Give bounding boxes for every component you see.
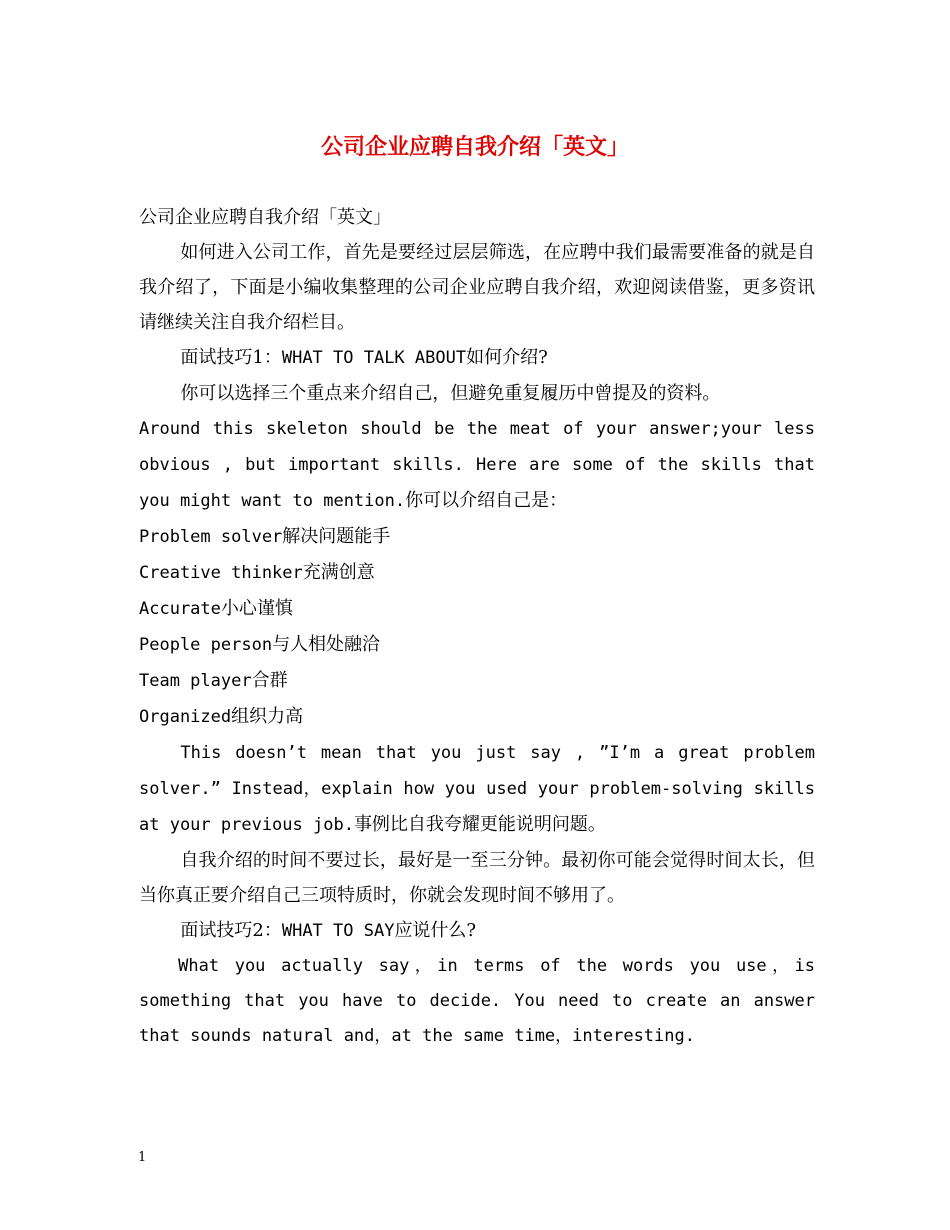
tip2-heading-prefix: 面试技巧2： bbox=[180, 920, 282, 941]
tip2-paragraph-1: What you actually say，in terms of the words you use，is something that you have to decide. You need to create an answer that sounds natural and，at the same time，interesting. bbox=[139, 956, 815, 1046]
page-number: 1 bbox=[138, 1150, 147, 1165]
tip1-paragraph-2-cn: 你可以介绍自己是： bbox=[405, 490, 568, 511]
skills-list bbox=[139, 519, 815, 735]
tip1-paragraph-2-en: Around this skeleton should be the meat of your answer;your less obvious , but important skills. Here are some of the skills that you might want to mention. bbox=[139, 419, 815, 511]
tip1-paragraph-1: 你可以选择三个重点来介绍自己，但避免重复履历中曾提及的资料。 bbox=[180, 383, 721, 404]
tip2-heading bbox=[139, 913, 815, 949]
skill-en: People person bbox=[139, 635, 273, 655]
skill-cn: 组织力高 bbox=[231, 706, 304, 727]
intro-paragraph: 如何进入公司工作，首先是要经过层层筛选，在应聘中我们最需要准备的就是自我介绍了，下面是小编收集整理的公司企业应聘自我介绍，欢迎阅读借鉴，更多资讯请继续关注自我介绍栏目。 bbox=[139, 242, 815, 333]
list-item bbox=[139, 555, 815, 591]
tip1-paragraph-4: 自我介绍的时间不要过长，最好是一至三分钟。最初你可能会觉得时间太长，但当你真正要介绍自己三项特质时，你就会发现时间不够用了。 bbox=[139, 850, 815, 906]
skill-cn: 小心谨慎 bbox=[220, 598, 293, 619]
tip2-heading-suffix: 应说什么? bbox=[394, 920, 477, 941]
tip1-heading bbox=[139, 340, 815, 376]
document-title: 公司企业应聘自我介绍「英文」 bbox=[320, 135, 629, 160]
skill-en: Organized bbox=[139, 707, 232, 727]
skill-cn: 合群 bbox=[251, 670, 288, 691]
tip1-paragraph-2 bbox=[139, 411, 815, 519]
document-body bbox=[139, 200, 815, 1054]
tip1-paragraph-3-cn: 事例比自我夸耀更能说明问题。 bbox=[353, 814, 606, 835]
list-item bbox=[139, 699, 815, 735]
skill-cn: 充满创意 bbox=[302, 562, 375, 583]
list-item bbox=[139, 627, 815, 663]
list-item bbox=[139, 591, 815, 627]
subtitle-paragraph: 公司企业应聘自我介绍「英文」 bbox=[139, 207, 391, 228]
skill-en: Problem solver bbox=[139, 527, 283, 547]
skill-cn: 与人相处融洽 bbox=[272, 634, 381, 655]
tip1-paragraph-3-en: This doesn’t mean that you just say , ”I’m a great problem solver.” Instead，explain how you used your problem-solving skills at your previous job. bbox=[139, 743, 815, 835]
list-item bbox=[139, 663, 815, 699]
list-item bbox=[139, 519, 815, 555]
skill-cn: 解决问题能手 bbox=[282, 526, 391, 547]
tip1-heading-suffix: 如何介绍? bbox=[466, 347, 548, 368]
tip1-paragraph-3 bbox=[139, 735, 815, 843]
skill-en: Creative thinker bbox=[139, 563, 303, 583]
skill-en: Accurate bbox=[139, 599, 221, 619]
tip1-heading-prefix: 面试技巧1： bbox=[180, 347, 282, 368]
tip1-heading-en: WHAT TO TALK ABOUT bbox=[281, 348, 467, 368]
tip2-heading-en: WHAT TO SAY bbox=[281, 921, 395, 941]
skill-en: Team player bbox=[139, 671, 252, 691]
